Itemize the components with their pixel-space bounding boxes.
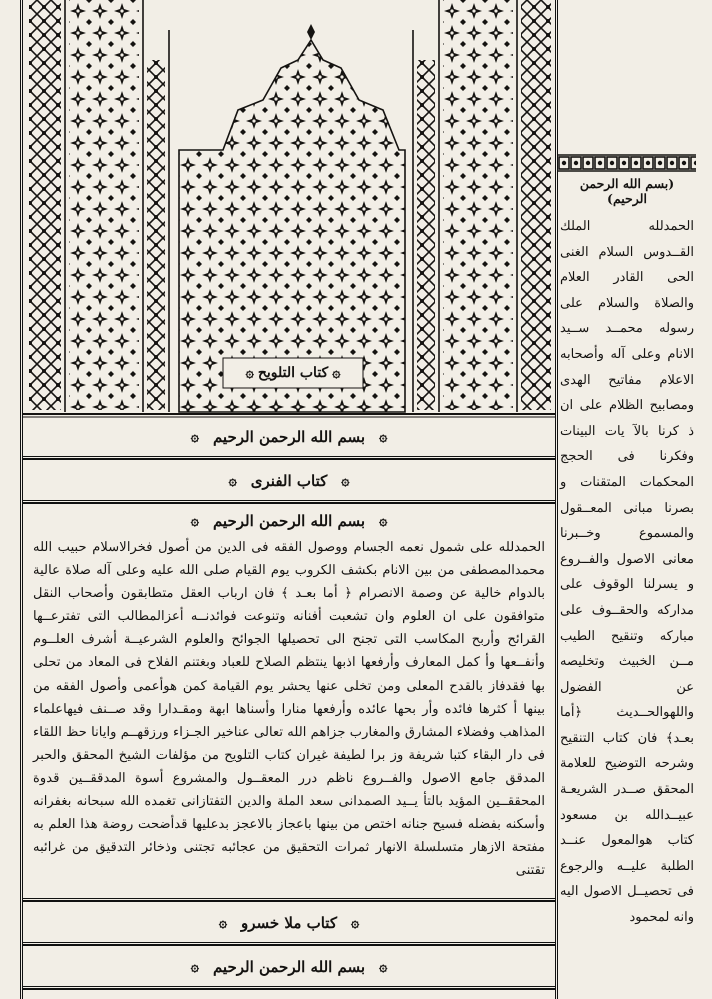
ornament-glyph: ۞ [379, 513, 388, 529]
ornament-glyph: ۞ [245, 365, 254, 381]
ornament-glyph: ۞ [190, 429, 199, 445]
side-ornament-svg [558, 154, 696, 172]
book-title-band-bottom [23, 904, 555, 942]
ornament-glyph: ۞ [379, 959, 388, 975]
basmala-mid: بسم الله الرحمن الرحيم [212, 512, 366, 530]
ornament-glyph: ۞ [228, 473, 237, 489]
ornament-glyph: ۞ [218, 915, 228, 931]
basmala-band-mid [23, 506, 555, 536]
main-text-frame [20, 0, 558, 999]
ornament-glyph: ۞ [190, 959, 199, 975]
ornament-glyph: ۞ [379, 429, 388, 445]
ornament-glyph: ۞ [332, 365, 341, 381]
side-basmala: (بسم الله الرحمن الرحيم) [579, 176, 675, 206]
ornament-glyph: ۞ [350, 915, 360, 931]
ornament-svg [23, 0, 555, 418]
book-title-mulla-khusraw: كتاب ملا خسرو [241, 914, 337, 932]
basmala-top: بسم الله الرحمن الرحيم [212, 428, 366, 446]
ornament-glyph: ۞ [190, 513, 199, 529]
section-rule [23, 942, 555, 946]
section-rule [23, 898, 555, 902]
side-body-text [558, 214, 696, 931]
side-basmala-text: بسم الله الرحمن الرحيم [579, 176, 669, 206]
side-commentary-column [558, 150, 696, 940]
section-rule [23, 456, 555, 460]
section-rule [23, 500, 555, 504]
headpiece-title: كتاب التلويح [257, 365, 329, 381]
basmala-bottom: بسم الله الرحمن الرحيم [212, 958, 366, 976]
ornament-glyph: ۞ [341, 473, 350, 489]
book-title-band-mid [23, 462, 555, 500]
basmala-band-bottom [23, 948, 555, 986]
book-title-fanari: كتاب الفنرى [250, 472, 328, 490]
side-ornament-band [558, 154, 696, 172]
section-rule [23, 986, 555, 990]
headpiece-title-cartouche [223, 358, 363, 388]
main-paragraph: الحمدلله على شمول نعمه الجسام ووصول الفقه فى الدين من أصول فخرالاسلام حبيب الله محمدالمصطفى من بين الانام بكشف الكروب يوم القيام صلى الله عليه وعلى آله صلاة عالية بالدوام خالية عن وصمة الانصرام ﴿ أما بعـد ﴾ فان ارباب العقل متطابقون وأصحاب النقل متوافقون على ان العلوم وان تشعبت أفنانه وتنوعت فوائدنــه أعزالمطالب التى تفترعــها القرائح وأربح المكاسب التى تجنح الى تحصيلها الجوائح والعلوم الشرعيــة أشرف العلــوم وأنفــعها وأ كمل المعارف وأرفعها اذبها ينتظم الصلاح للعباد وبغتنم الفلاح فى المعاد من تحلى بها فقدفاز بالقدح المعلى ومن تخلى عنها يحشر يوم القيامة كمن هوأعمى وأصول الفقه من بينها أ كثرها فائده وأر بحها عائده وأرفعها منارا وأسناها ابهة ومقـدارا وقد صــنف فيهاعلماء المذاهب وفضلاء المشارق والمغارب جزاهم الله تعالى عناخير الجـزاء ورزقهــم وايانا حظ اللقاء فى دار البقاء كتبا شريفة وز برا لطيفة غيران كتاب التلويح من مؤلفات الشيخ المحقق والحبر المدقق جامع الاصول والفــروع ناظم درر المعقــول والمشروع أسوة المدققــين قدوة المحققــين المؤيد بالتأ يــيد الصمدانى سعد الملة والدين التفتازانى تغمده الله سبحانه بغفرانه وأسكنه بفضله فسيح جنانه اختص من بينها باعجاز بالاعجز بدعليها قدأضحت روضة هذا العلم به مفتحة الازهار متسلسلة الانهار ثمرات التحقيق من عجائبه تجتنى وذخائر التدقيق من غرائبه تقتنى [33, 540, 545, 879]
side-paragraph: الحمدلله الملك القــدوس السلام الغنى الحى القادر العلام والصلاة والسلام على رسوله محمــد ســيد الانام وعلى آله وأصحابه الاعلام مفاتيح الهدى ومصابيح الظلام على ان ذ كرنا بالآ يات البينات وفكرنا فى الحجج المحكمات المتقنات و بصرنا مبانى المعــقول والمسموع وخــبرنا معانى الاصول والفــروع و يسرلنا الوقوف على مداركه والحقــوف على مباركه وتنقيح الطيب مــن الخبيث وتخليصه عن الفضول واللهوالحــديث ﴿أما بعـد﴾ فان كتاب التنقيح وشرحه التوضيح للعلامة المحقق صــدر الشريعـة عبيــدالله بن مسعود كتاب هوالمعول عنــد الطلبة عليــه والرجوع فى تحصيــل الاصول اليه وانه لمحمود [560, 219, 694, 926]
ornamental-headpiece [23, 0, 555, 418]
basmala-band-top [23, 418, 555, 456]
main-body-text [27, 536, 551, 896]
